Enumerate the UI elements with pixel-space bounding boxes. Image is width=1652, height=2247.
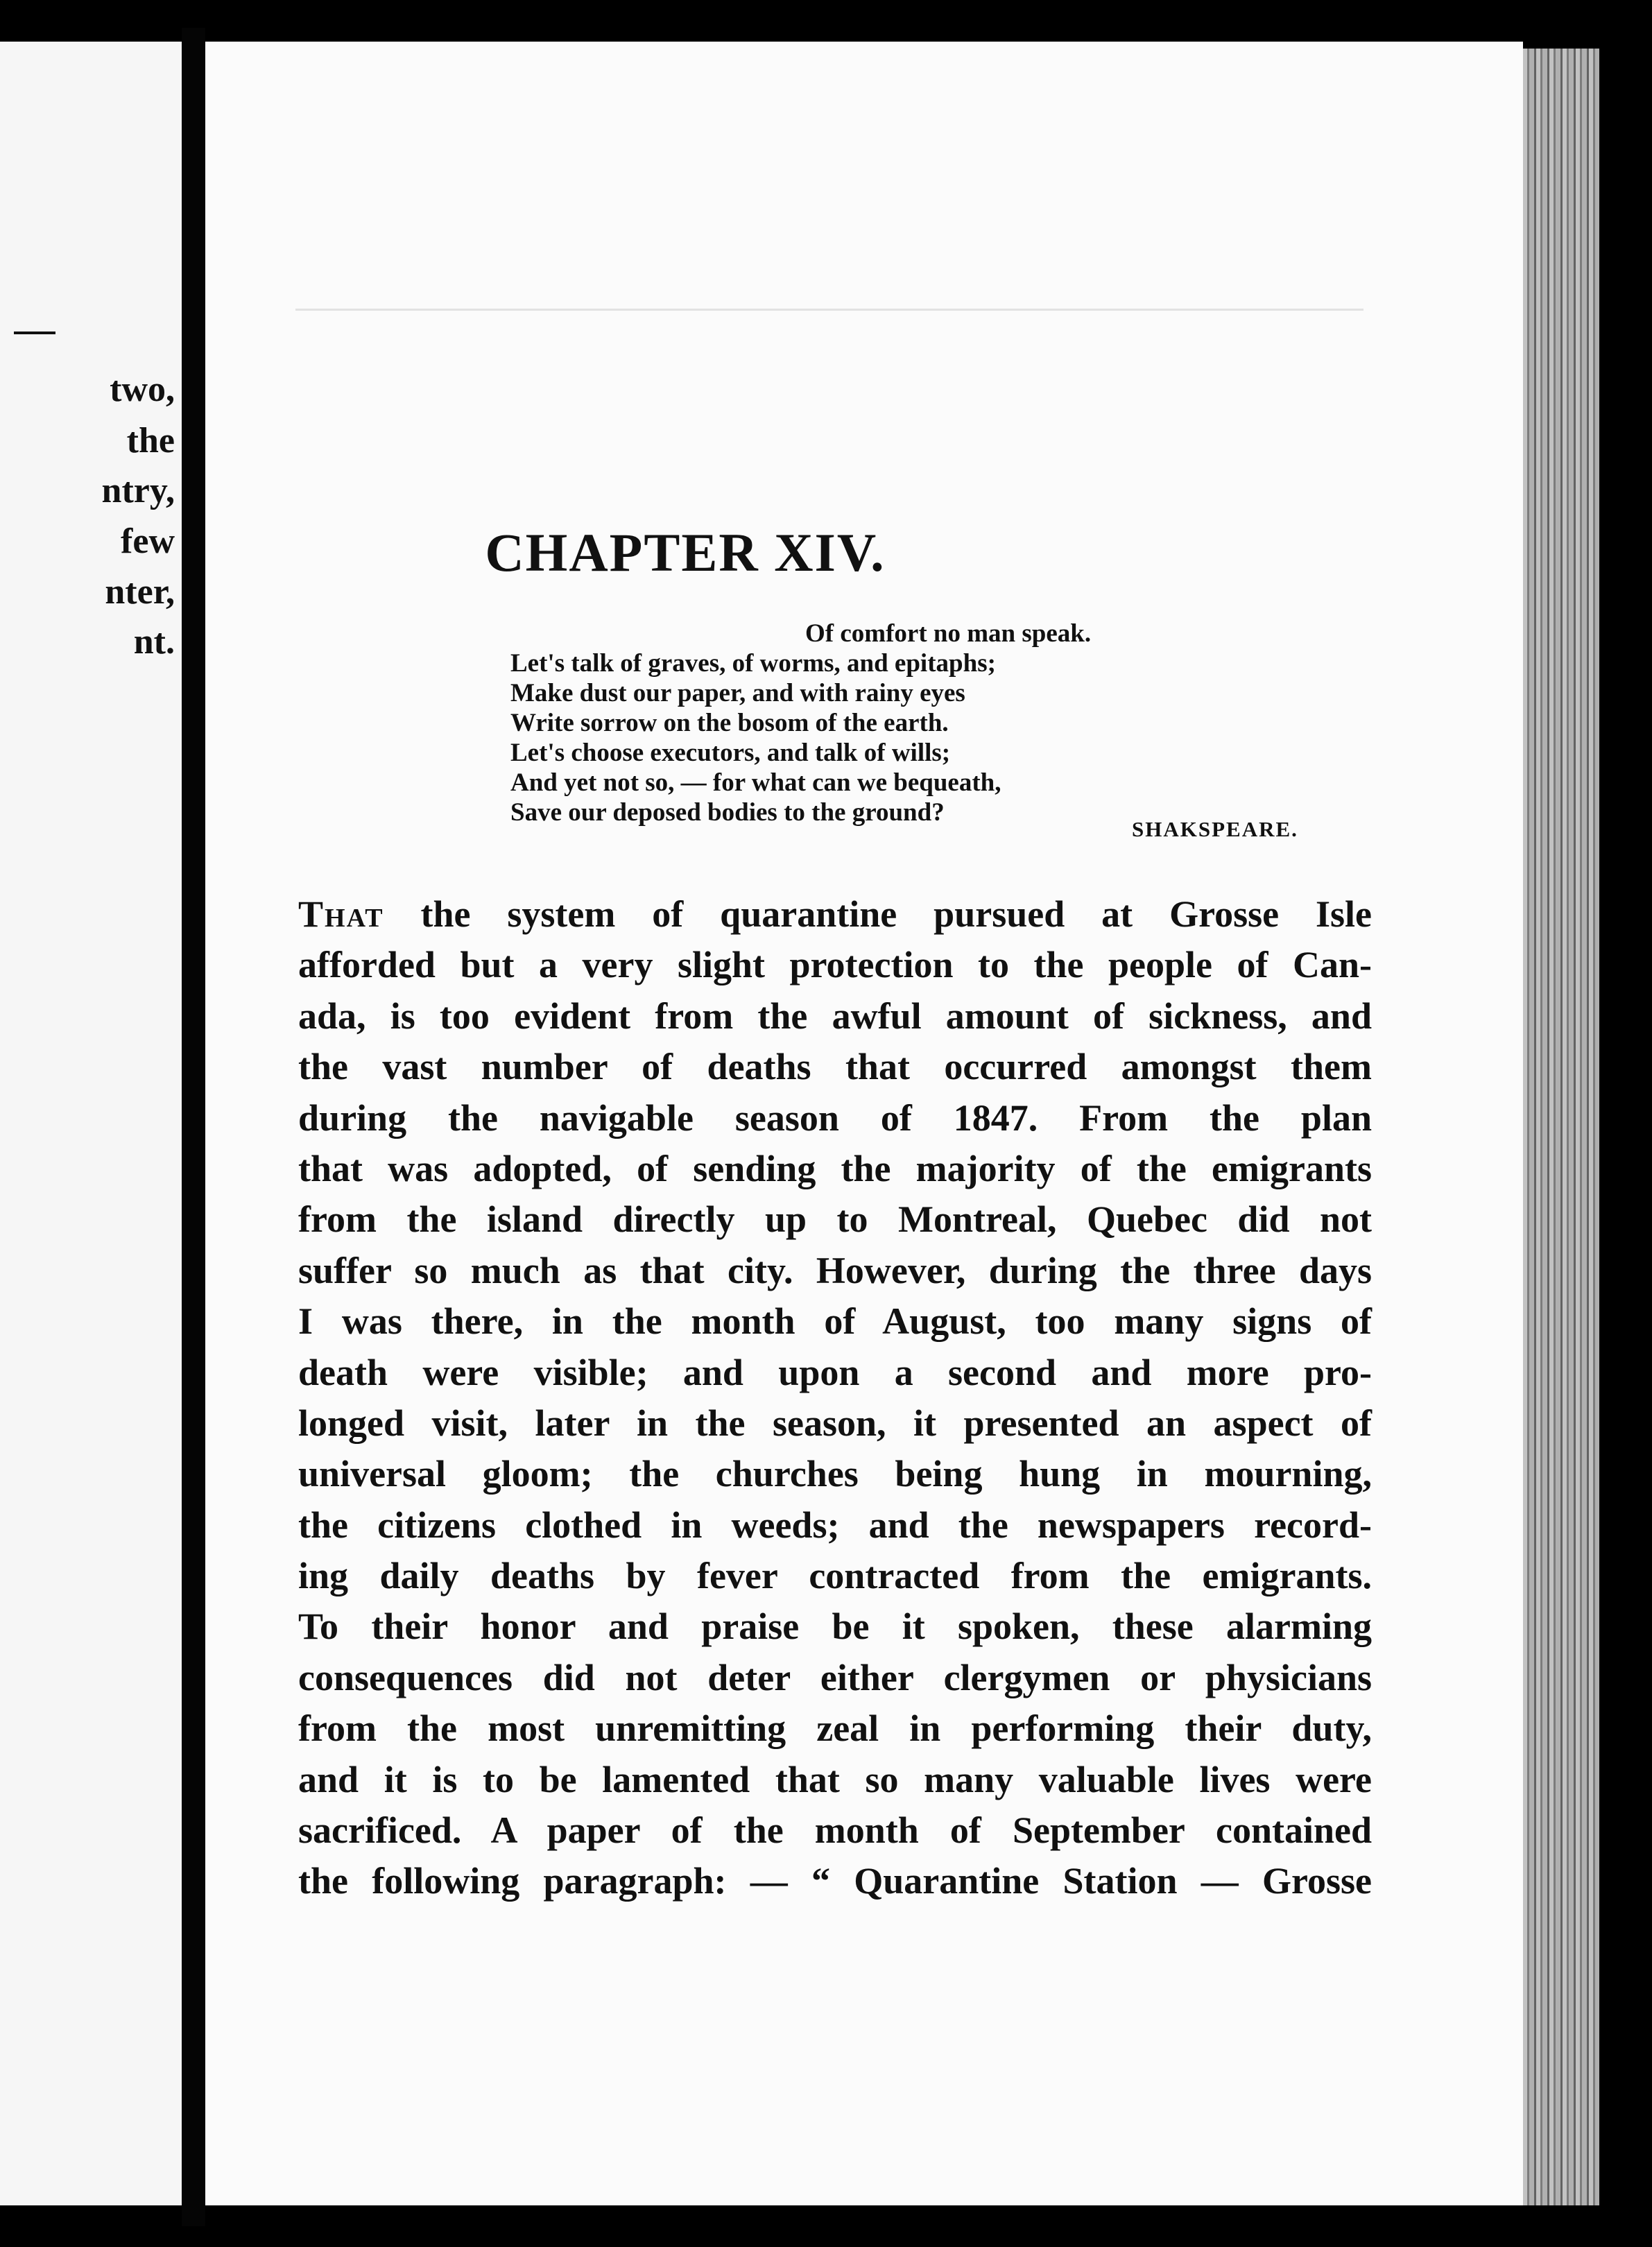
body-line: universal gloom; the churches being hung in mourning, [298, 1453, 1372, 1495]
epigraph-line: Of comfort no man speak. [805, 619, 1092, 648]
body-line: consequences did not deter either clergymen or physicians [298, 1656, 1372, 1698]
epigraph-line: Make dust our paper, and with rainy eyes [510, 679, 965, 707]
epigraph-line: Let's choose executors, and talk of wills; [510, 739, 951, 767]
scan-border [1599, 28, 1652, 2247]
bleed-through-rule [295, 309, 1363, 311]
body-line-first-rest: the system of quarantine pursued at Grosse Isle [384, 893, 1372, 935]
body-line: afforded but a very slight protection to the people of Can- [298, 944, 1372, 986]
left-page-fragment: the [126, 421, 175, 460]
epigraph-line: And yet not so, — for what can we bequeath, [510, 768, 1001, 797]
body-line: death were visible; and upon a second and more pro- [298, 1351, 1372, 1393]
body-line: from the most unremitting zeal in performing their duty, [298, 1707, 1372, 1750]
body-line: ing daily deaths by fever contracted from the emigrants. [298, 1555, 1372, 1597]
left-page-fragment: two, [110, 370, 175, 409]
epigraph-line: Save our deposed bodies to the ground? [510, 798, 945, 827]
book-gutter [182, 28, 205, 2226]
left-page-fragment: few [121, 522, 175, 561]
body-line: from the island directly up to Montreal, Quebec did not [298, 1198, 1372, 1241]
epigraph-line: Let's talk of graves, of worms, and epitaphs; [510, 649, 996, 678]
body-line: the citizens clothed in weeds; and the newspapers record- [298, 1504, 1372, 1546]
body-paragraph [298, 889, 1372, 1907]
left-facing-page [0, 42, 182, 2205]
chapter-title: CHAPTER XIV. [485, 522, 886, 583]
body-line: To their honor and praise be it spoken, these alarming [298, 1605, 1372, 1648]
drop-word: That [298, 893, 384, 935]
body-line: the following paragraph: — “ Quarantine Station — Grosse [298, 1860, 1372, 1902]
body-line: sacrificed. A paper of the month of September contained [298, 1809, 1372, 1852]
epigraph [510, 619, 1343, 827]
body-line: I was there, in the month of August, too many signs of [298, 1300, 1372, 1343]
left-page-fragment: ntry, [101, 471, 175, 510]
body-line: the vast number of deaths that occurred amongst them [298, 1046, 1372, 1088]
body-line: suffer so much as that city. However, during the three days [298, 1249, 1372, 1291]
body-line: ada, is too evident from the awful amount of sickness, and [298, 995, 1372, 1037]
body-line: during the navigable season of 1847. From the plan [298, 1096, 1372, 1139]
left-page-fragment: nter, [105, 572, 175, 612]
body-line: longed visit, later in the season, it presented an aspect of [298, 1402, 1372, 1444]
left-page-rule [14, 332, 55, 334]
page-edge-texture [1523, 49, 1599, 2205]
body-line: and it is to be lamented that so many valuable lives were [298, 1758, 1372, 1800]
body-line: that was adopted, of sending the majority of the emigrants [298, 1147, 1372, 1189]
left-page-fragment: nt. [133, 622, 175, 662]
epigraph-attribution: SHAKSPEARE. [1132, 817, 1298, 841]
body-line-first [298, 889, 1372, 940]
epigraph-line: Write sorrow on the bosom of the earth. [510, 709, 949, 737]
